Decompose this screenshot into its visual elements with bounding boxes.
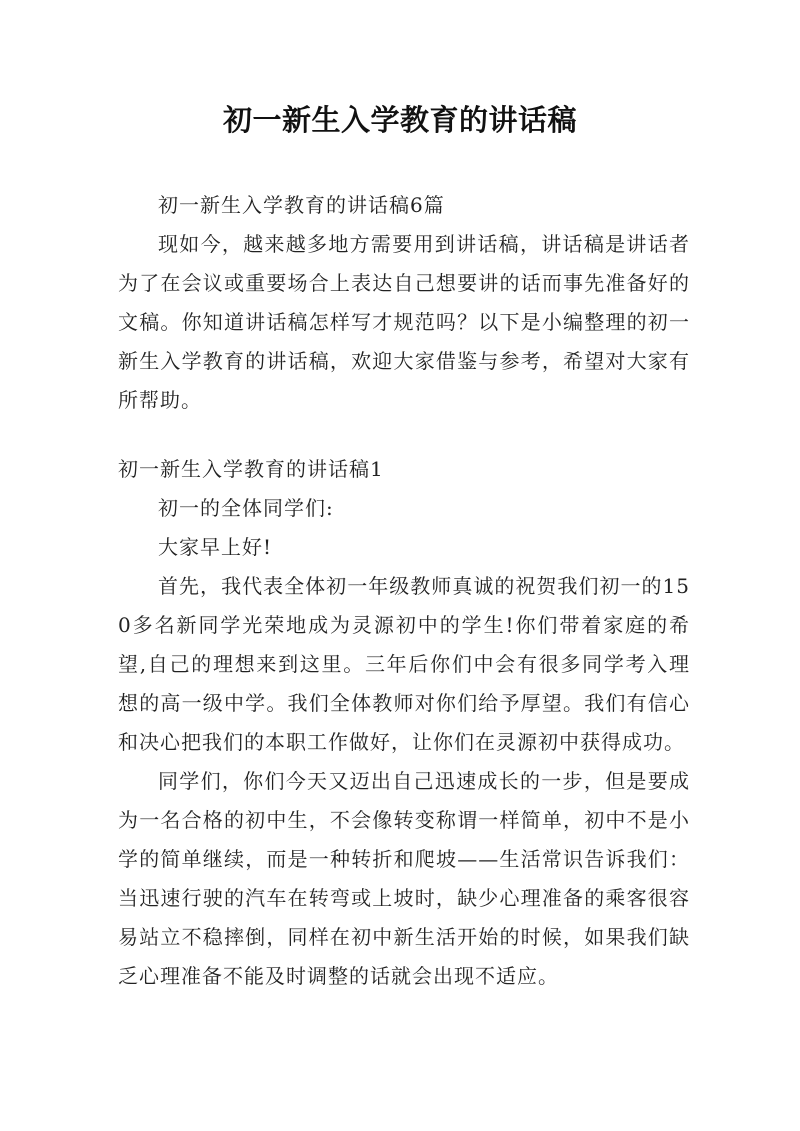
section-heading: 初一新生入学教育的讲话稿1: [118, 457, 384, 481]
body-paragraph: 首先，我代表全体初一年级教师真诚的祝贺我们初一的150多名新同学光荣地成为灵源初中的学生!你们带着家庭的希望,自己的理想来到这里。三年后你们中会有很多同学考入理想的高一级中学。我们全体教师对你们给予厚望。我们有信心和决心把我们的本职工作做好，让你们在灵源初中获得成功。: [118, 574, 690, 754]
body-paragraph: 同学们，你们今天又迈出自己迅速成长的一步，但是要成为一名合格的初中生，不会像转变称谓一样简单，初中不是小学的简单继续，而是一种转折和爬坡——生活常识告诉我们：当迅速行驶的汽车在转弯或上坡时，缺少心理准备的乘客很容易站立不稳摔倒，同样在初中新生活开始的时候，如果我们缺乏心理准备不能及时调整的话就会出现不适应。: [118, 769, 690, 988]
intro-paragraph: 现如今，越来越多地方需要用到讲话稿，讲话稿是讲话者为了在会议或重要场合上表达自己想要讲的话而事先准备好的文稿。你知道讲话稿怎样写才规范吗？以下是小编整理的初一新生入学教育的讲话稿，欢迎大家借鉴与参考，希望对大家有所帮助。: [118, 232, 690, 412]
greeting: 大家早上好!: [158, 535, 273, 559]
intro-subtitle: 初一新生入学教育的讲话稿6篇: [158, 193, 445, 217]
speech-section: [118, 450, 690, 996]
document-title: 初一新生入学教育的讲话稿: [222, 103, 577, 137]
intro-block: [118, 186, 690, 420]
salutation: 初一的全体同学们:: [158, 496, 334, 520]
